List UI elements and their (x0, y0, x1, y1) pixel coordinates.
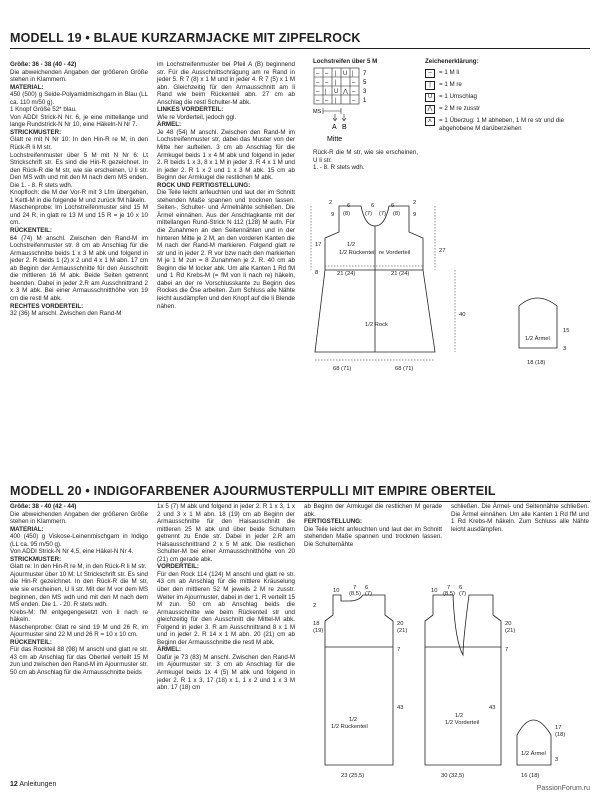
paragraph: 400 (450) g Viskose-Leinenmischgarn in Indigo (LL ca. 95 m/50 g). (10, 533, 148, 548)
m19-h-27: 27 (439, 248, 446, 254)
m19-top-7a: (7) (365, 211, 373, 217)
m20-text-col3 (304, 503, 442, 548)
paragraph: ab Beginn der Armkugel die restlichen M gerade abk. (304, 503, 442, 518)
m20-sleeve-h18: (18) (555, 732, 566, 738)
m20-back-left-19: (19) (313, 628, 324, 634)
m20-back-top-6: 6 (365, 585, 369, 591)
paragraph: ÄRMEL: (157, 646, 182, 654)
legend-symbol-icon: ⋀ (425, 105, 435, 114)
m19-w-21b: 21 (24) (391, 271, 410, 277)
m19-top-6b: 6 (371, 203, 375, 209)
m20-back-h: 43 (397, 705, 404, 711)
page-footer (10, 781, 56, 788)
m20-front-right-7: 7 (505, 647, 509, 653)
m19-chart-row-1: 1 (363, 98, 367, 104)
model-19-title: MODELL 19 • BLAUE KURZARMJACKE MIT ZIPFELROCK (10, 31, 590, 49)
paragraph: Wie re Vorderteil, jedoch ggl. (157, 113, 237, 121)
m20-front-right-20: 20 (505, 621, 512, 627)
m19-legend (425, 69, 590, 135)
m20-back-top-85: (8,5) (349, 591, 361, 597)
m19-chart-mitte: Mitte (327, 136, 343, 143)
m20-back-top-10: 10 (333, 588, 340, 594)
paragraph: im Lochstreifenmuster bei Pfeil A (B) beginnend str. Für die Ausschnittschrägung am re Rand in jeder 5. R 7 (8) x 1 M und in jeder 4. R 7 (5) x 1 M abn. Gleichzeitig für den Armausschnitt am li Rand wie beim Rückenteil abn. 27 cm ab Anschlag die restl Schulter-M abk. (157, 61, 295, 106)
m19-chart-note: Rück-R die M str, wie sie erscheinen, U li str. 1. - 8. R stets wdh. (313, 149, 418, 172)
m19-text-col1 (10, 61, 148, 318)
legend-item (425, 105, 590, 114)
m19-top-6c: 6 (391, 203, 395, 209)
paragraph: Glatt re: In den Hin-R re M, in den Rück-R li M str. (10, 563, 147, 571)
legend-item (425, 117, 590, 132)
svg-text:–: – (316, 71, 320, 77)
m19-top-2b: 2 (413, 200, 417, 206)
page-number: 12 (10, 781, 18, 788)
m20-back-label-1: 1/2 (349, 717, 358, 723)
m20-back-right-21: (21) (397, 628, 408, 634)
paragraph: ÄRMEL: (157, 121, 182, 129)
m20-front-top-10: 10 (431, 588, 438, 594)
paragraph: LINKES VORDERTEIL: (157, 106, 224, 114)
svg-text:|: | (335, 98, 337, 104)
m19-w-68b: 68 (71) (395, 366, 414, 372)
m20-front-top-7b: (7) (459, 591, 467, 597)
svg-text:|: | (335, 71, 337, 77)
footer-section: Anleitungen (19, 781, 57, 788)
m20-front-top-7: 7 (447, 585, 451, 591)
m19-legend-title: Zeichenerklärung: (425, 58, 479, 65)
svg-text:|: | (352, 71, 354, 77)
m20-text-col2 (157, 503, 295, 692)
paragraph: Größe: 38 - 40 (42 - 44) (10, 503, 77, 510)
svg-text:–: – (325, 71, 329, 77)
paragraph: VORDERTEIL: (157, 563, 199, 571)
legend-text: = 1 M re (439, 81, 462, 88)
m19-chart-arrow-a: A (332, 124, 337, 131)
paragraph: Maschenprobe: Im Lochstreifenmuster sind 15 M und 24 R, in glatt re 13 M und 15 R = je 10 x 10 cm. (10, 204, 148, 227)
legend-symbol-icon: – (425, 69, 435, 78)
legend-symbol-icon: ⋏ (425, 117, 435, 126)
paragraph: Ajourmuster über 10 M: Lt Strickschrift str. Es sind die Hin-R gezeichnet. In den Rück-R die M str, wie sie erscheinen, U li str. Mit der M vor dem MS beginnen, den MS wdh und mit den M nach dem MS enden. Die 1. - 20. R stets wdh. (10, 570, 148, 609)
legend-item (425, 81, 590, 90)
m20-sleeve-w: 16 (18) (521, 773, 540, 779)
m20-back-right-7: 7 (397, 647, 401, 653)
paragraph: Krebs-M: fM entgegengesetzt von li nach re häkeln. (10, 608, 148, 624)
svg-text:–: – (352, 80, 356, 86)
legend-item (425, 93, 590, 102)
svg-text:⋀: ⋀ (343, 89, 348, 95)
svg-text:–: – (325, 98, 329, 104)
m19-chart-ms: MS (313, 109, 322, 115)
m20-sleeve-label: 1/2 Ärmel (521, 751, 546, 757)
m19-chart-row-7: 7 (363, 71, 367, 77)
m19-top-7b: (7) (379, 211, 387, 217)
svg-text:|: | (325, 89, 327, 95)
paragraph: Von ADDI Strick-N Nr 4,5, eine Häkel-N Nr 4. (10, 548, 134, 556)
paragraph: 1 Knopf Größe 52* blau. (10, 106, 77, 114)
paragraph: MATERIAL: (10, 83, 44, 91)
svg-text:|: | (335, 80, 337, 86)
paragraph: RÜCKENTEIL: (10, 227, 52, 235)
m19-chart-row-5: 5 (363, 80, 367, 86)
paragraph: Je 48 (54) M anschl. Zwischen den Rand-M im Lochstreifenmuster str, dabei das Muster von der Mitte her aufteilen. 3 cm ab Anschlag für die Armkugel beids 1 x 4 M abk und folgend in jeder 2. R beids 1 x 3, 8 x 1 M in jeder 3. R 4 x 1 M und in jeder 2. R 1 x 2 und 1 x 3 M abk. 15 cm ab Beginn der Armkugel die restlichen M abk. (157, 128, 295, 182)
paragraph: Von ADDI Strick-N Nr. 6, je eine mittellange und lange Rundstrick-N Nr 10, eine Häkeln-N Nr 7. (10, 113, 148, 129)
m19-top-6a: 6 (347, 203, 351, 209)
m19-h-40: 40 (459, 312, 466, 318)
m19-sleeve-w: 18 (18) (527, 360, 546, 366)
paragraph: schließen. Die Ärmel- und Seitennähte schließen. Die Ärmel einnähen. Um alle Kanten 1 Rd fM und 1 Rd Krebs-M häkeln. Zum Schluss alle Nähte leicht ausdämpfen. (451, 503, 589, 533)
m20-back-label: 1/2 Rückenteil (331, 724, 368, 730)
svg-text:–: – (352, 89, 356, 95)
m19-chart-arrow-b: B (342, 124, 347, 131)
m20-back-w: 23 (25,5) (341, 773, 365, 779)
m19-chart-title: Lochstreifen über 5 M (313, 58, 378, 65)
m20-front-right-21: (21) (505, 628, 516, 634)
paragraph: 32 (36) M anschl. Zwischen den Rand-M (10, 310, 122, 318)
legend-text: = 1 M li (439, 69, 460, 76)
svg-text:–: – (352, 98, 356, 104)
paragraph: STRICKMUSTER: (10, 555, 62, 563)
m20-back-top-7b: (7) (365, 591, 373, 597)
svg-text:–: – (316, 80, 320, 86)
m19-sleeve-3: 3 (563, 346, 567, 352)
m19-back-label-1: 1/2 (347, 242, 356, 248)
paragraph: RECHTES VORDERTEIL: (10, 302, 84, 310)
svg-text:–: – (316, 98, 320, 104)
m20-text-col1 (10, 503, 148, 677)
paragraph: Maschenprobe: Glatt re sind 19 M und 26 R, im Ajourmuster sind 22 M und 26 R = 10 x 10 cm. (10, 623, 148, 639)
m19-sleeve-label: 1/2 Ärmel (525, 336, 550, 342)
svg-text:–: – (325, 80, 329, 86)
m20-front-top-85: (8,5) (443, 591, 455, 597)
paragraph: 1x 5 (7) M abk und folgend in jeder 2. R 1 x 3, 1 x 2 und 3 x 1 M abn. 18 (19) cm ab Beginn der Armausschnitte für den Halsausschnitt die mittleren 25 M abk und über beide Schultern getrennt zu Ende str. Dabei in jeder 2.R am Halsausschnittrand 2 x 5 M abk. Die restlichen Schulter-M bei einer Armausschnitthöhe von 20 (21) cm gerade abk. (157, 503, 295, 563)
m20-back-right-20: 20 (397, 621, 404, 627)
m19-rock-label: 1/2 Rock (365, 322, 388, 328)
m20-back-top-7: 7 (353, 585, 357, 591)
m20-front-label-1: 1/2 (455, 713, 464, 719)
legend-symbol-icon: | (425, 81, 435, 90)
paragraph: Größe: 36 - 38 (40 - 42) (10, 61, 77, 68)
paragraph: ROCK UND FERTIGSTELLUNG: (157, 181, 251, 189)
m20-back-left-18: 18 (313, 621, 320, 627)
m20-sleeve-3: 3 (555, 757, 559, 763)
m19-side-9b: 9 (413, 212, 417, 218)
m19-stitch-chart (313, 67, 393, 147)
m20-front-w: 30 (32,5) (441, 773, 465, 779)
m19-schematic (305, 200, 595, 380)
m19-front-label: re Vorderteil (379, 250, 411, 256)
m19-top-2a: 2 (329, 200, 333, 206)
legend-item (425, 69, 590, 78)
paragraph: FERTIGSTELLUNG: (304, 518, 363, 526)
paragraph: Glatt re mit N Nr 10: In den Hin-R re M, in den Rück-R li M str. (10, 136, 148, 152)
paragraph: STRICKMUSTER: (10, 128, 62, 136)
m20-text-col4 (451, 503, 589, 533)
svg-text:U: U (334, 89, 339, 95)
m19-back-label: 1/2 Rückenteil (339, 250, 376, 256)
m20-back-left-2: 2 (313, 603, 317, 609)
paragraph: Die Teile leicht anfeuchten und laut der im Schnitt stehenden Maße spannen und trocknen lassen. Seiten-, Schulter- und Ärmelnähte schließen. Die Ärmel einnähen. Aus der Anschlagkante mit der mittellangen Rund-Strick N 112 (128) M aufn. Für die Zunahmen an den Seitennähten und in der hinteren Mitte je 2 M, an den vorderen Kanten die M nach der Rand-M markieren. Folgend glatt re str und in jeder 2. R vor bzw nach den markierten M je 1 M zun = 8 Zunahmen je 2. R. 40 cm ab Beginn die M locker abk. Um alle Kanten 1 Rd fM und 1 Rd Krebs-M (= fM von li nach re) häkeln, dabei an der re Vorschlusskante zu Beginn des Rockes die Öse arbeiten. Zum Schluss alle Nähte leicht ausdämpfen und den Knopf auf die li Blende nähen. (157, 189, 295, 310)
paragraph: Knopfloch: die M der Vor-R mit 3 Lfm übergehen, 1 Kettl-M in die folgende M und zurück fM häkeln. (10, 189, 148, 204)
m19-side-9: 9 (331, 212, 335, 218)
watermark: PassionForum.ru (536, 785, 590, 792)
model-20-title: MODELL 20 • INDIGOFARBENER AJOURMUSTERPULLI MIT EMPIRE OBERTEIL (10, 484, 590, 502)
m19-w-21a: 21 (24) (337, 271, 356, 277)
m19-h-8: 8 (315, 270, 319, 276)
legend-symbol-icon: U (425, 93, 435, 102)
paragraph: 450 (500) g Seide-Polyamidmischgarn in Blau (LL ca. 110 m/50 g). (10, 91, 148, 106)
m20-front-label: 1/2 Vorderteil (445, 720, 480, 726)
svg-text:U: U (343, 71, 348, 77)
paragraph: RÜCKENTEIL: (10, 638, 52, 646)
paragraph: Die abweichenden Angaben der größeren Größe stehen in Klammern. (10, 510, 148, 526)
m20-sleeve-h17: 17 (555, 725, 562, 731)
paragraph: Die Teile leicht anfeuchten und laut der im Schnitt stehenden Maße spannen und trocknen lassen. Die Schulternähte (304, 525, 442, 548)
paragraph: Dafür je 73 (83) M anschl. Zwischen den Rand-M im Ajourmuster str. 3 cm ab Anschlag für die Armkugel beids 1x 4 (5) M abk und folgend in jeder 2. R 1 x 3, 17 (18) x 1, 1 x 2 und 1 x 3 M abn. 17 (18) cm (157, 653, 295, 692)
legend-text: = 1 Überzug: 1 M abheben, 1 M re str und die abgehobene M darüberziehen (439, 117, 565, 132)
m19-top-8b: (8) (393, 211, 401, 217)
m19-top-8a: (8) (343, 211, 351, 217)
svg-text:–: – (316, 89, 320, 95)
m20-front-h: 43 (489, 705, 496, 711)
m20-schematic (305, 585, 595, 780)
m19-sleeve-15: 15 (563, 328, 570, 334)
paragraph: Die abweichenden Angaben der größeren Größe stehen in Klammern. (10, 68, 148, 84)
legend-text: = 1 Umschlag (439, 93, 478, 100)
paragraph: Für den Rock 114 (124) M anschl und glatt re str. 43 cm ab Anschlag für die mittlere Kräuselung über den mittleren 52 M jeweils 2 M re zusstr. Weiter im Ajourmuster, dabei in der 1. R verteilt 15 M zun. 50 cm ab Anschlag beids die Armausschnitte wie beim Rückenteil str und gleichzeitig für den Ausschnitt die Mittel-M abk. Folgend in jeder 3. R am Ausschnittrand 8 x 1 M und in jeder 2. R 14 x 1 M abn. 20 (21) cm ab Beginn der Armausschnitte die restl M abk. (157, 570, 295, 646)
paragraph: Lochstreifenmuster über 5 M mit N Nr 6: Lt Strickschrift str. Es sind die Hin-R gezeichnet. In den Rück-R die M str, wie sie erscheinen, U li str. Den MS wdh und mit den M nach dem MS enden. Die 1. - 8. R stets wdh. (10, 151, 148, 189)
paragraph: 64 (74) M anschl. Zwischen den Rand-M im Lochstreifenmuster str. 8 cm ab Anschlag für die Armausschnitte beids 1 x 3 M abk und folgend in jeder 2. R beids 1 (2) x 2 und 4 x 1 M abn. 17 cm ab Beginn der Armausschnitte für den Ausschnitt die mittleren 16 M abk. Beide Seiten getrennt beenden. Dabei in jeder 2.R am Ausschnittrand 2 x 3 M abk. Bei einer Armausschnitthöhe von 19 cm die restl M abk. (10, 234, 148, 302)
paragraph: MATERIAL: (10, 525, 44, 533)
m19-h-17: 17 (315, 242, 322, 248)
m20-front-top-6: 6 (459, 585, 463, 591)
legend-text: = 2 M re zusstr (439, 105, 481, 112)
m19-text-col2 (157, 61, 295, 310)
m19-w-68a: 68 (71) (333, 366, 352, 372)
m19-chart-row-3: 3 (363, 89, 367, 95)
paragraph: Für das Rockteil 88 (98) M anschl und glatt re str. 43 cm ab Anschlag für das Oberteil verteilt 15 M zun und zwischen den Rand-M im Ajourmuster str. 50 cm ab Anschlag für die Armausschnitte beids (10, 646, 148, 677)
